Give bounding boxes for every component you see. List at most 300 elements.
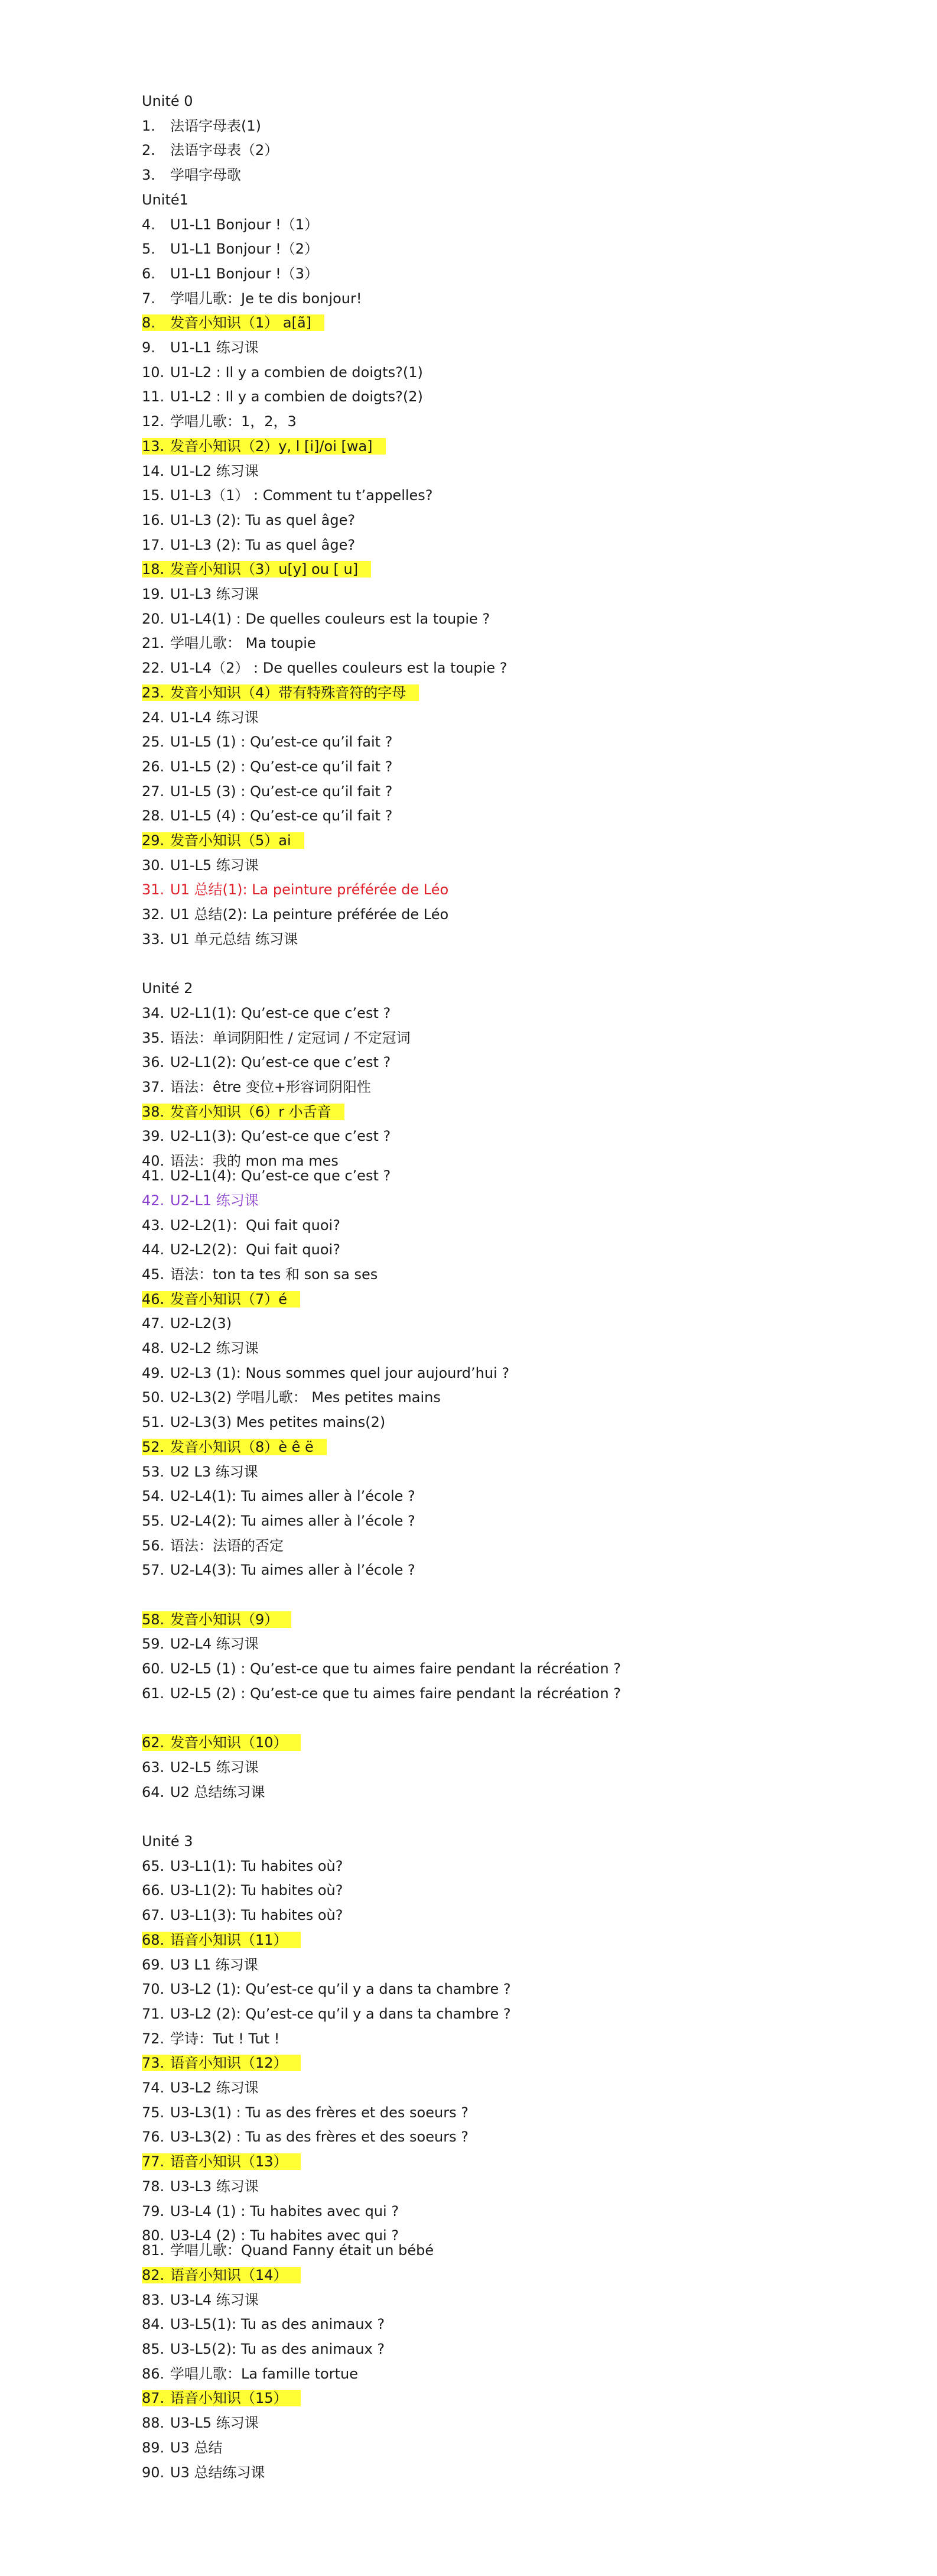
list-item-number: 10. (142, 364, 165, 381)
list-item-number: 63. (142, 1759, 165, 1776)
list-item-text: 学唱儿歌：Je te dis bonjour! (170, 290, 362, 307)
list-item-number: 23. (142, 684, 165, 701)
list-item-text: U3 L1 练习课 (170, 1956, 258, 1973)
list-item-content (142, 364, 423, 381)
list-item-number: 84. (142, 2316, 165, 2333)
list-item-number: 80. (142, 2227, 165, 2244)
list-item-content (142, 1537, 284, 1554)
unit-heading: Unité 3 (142, 1833, 193, 1850)
list-item-content (142, 2316, 385, 2332)
list-item-content (142, 881, 448, 898)
list-item-number: 20. (142, 610, 165, 627)
list-item-number: 28. (142, 807, 165, 825)
list-item-number: 71. (142, 2005, 165, 2022)
list-item-number: 35. (142, 1029, 165, 1046)
list-item (142, 927, 298, 952)
list-item (142, 1631, 259, 1656)
list-item (142, 2460, 265, 2485)
list-item-number: 14. (142, 462, 165, 479)
list-item-text: U1-L3 练习课 (170, 586, 259, 602)
list-item-number: 1. (142, 117, 155, 134)
list-item (142, 557, 371, 582)
list-item-content (142, 216, 318, 233)
list-item-text: 语法：单词阴阳性 / 定冠词 / 不定冠词 (170, 1029, 411, 1046)
list-item-number: 59. (142, 1636, 165, 1653)
list-item-text: U2-L4 练习课 (170, 1636, 259, 1653)
list-item (142, 2238, 434, 2263)
list-item-content (142, 118, 261, 134)
list-item-text: 发音小知识（7）é (170, 1290, 288, 1308)
list-item-text: 语音小知识（12） (170, 2055, 288, 2072)
list-item-content (142, 660, 507, 676)
list-item-content (142, 1858, 343, 1874)
list-item (142, 902, 448, 927)
list-item-content (142, 2030, 279, 2047)
list-item-number: 3. (142, 167, 155, 184)
list-item-text: U1-L4(1) : De quelles couleurs est la toupie ? (170, 610, 490, 627)
list-item-text: U1-L4（2） : De quelles couleurs est la toupie ? (170, 660, 507, 677)
list-item-number: 74. (142, 2079, 165, 2097)
list-item-text: 语音小知识（13） (170, 2153, 288, 2171)
list-item-content (142, 512, 355, 528)
list-item-text: U1-L3 (2): Tu as quel âge? (170, 536, 356, 553)
list-item-content (142, 413, 297, 430)
list-item-text: U3-L2 练习课 (170, 2079, 259, 2097)
list-item (142, 1681, 621, 1706)
list-item-text: U3 总结 (170, 2439, 223, 2456)
list-item-text: U3-L1(3): Tu habites où? (170, 1907, 343, 1924)
list-item-number: 45. (142, 1266, 165, 1283)
list-item-number: 42. (142, 1192, 165, 1209)
list-item-number: 41. (142, 1167, 165, 1185)
list-item-content (142, 1636, 259, 1652)
list-item-number: 79. (142, 2202, 165, 2220)
list-item-content (142, 807, 392, 824)
list-item-number: 76. (142, 2129, 165, 2146)
list-item-content (142, 339, 259, 356)
list-item-number: 37. (142, 1079, 165, 1095)
list-item-content (142, 1266, 378, 1283)
list-item-content (142, 388, 423, 405)
list-item (142, 236, 318, 261)
list-item (142, 1484, 415, 1508)
list-item-text: U3-L2 (2): Qu’est-ce qu’il y a dans ta chambre ? (170, 2005, 511, 2022)
list-item (142, 1607, 291, 1632)
list-item-number: 70. (142, 1981, 165, 1998)
list-item-text: U2-L3 (1): Nous sommes quel jour aujourd’hui ? (170, 1364, 510, 1381)
list-item-text: 学唱儿歌：Quand Fanny était un bébé (170, 2242, 434, 2259)
list-item-content (142, 1759, 259, 1776)
list-item-text: U1-L4 练习课 (170, 709, 259, 726)
list-item-number: 26. (142, 758, 165, 775)
list-item-content (142, 1439, 327, 1455)
list-item-text: U3-L4 (1) : Tu habites avec qui ? (170, 2202, 399, 2220)
list-item-content (142, 2153, 301, 2170)
list-item-content (142, 2129, 468, 2145)
list-item-text: U1 总结(1): La peinture préférée de Léo (170, 881, 449, 898)
list-item-number: 75. (142, 2104, 165, 2121)
list-item-content (142, 1611, 291, 1628)
list-item-content (142, 684, 419, 701)
list-item-text: 发音小知识（4）带有特殊音符的字母 (170, 684, 406, 701)
list-item (142, 138, 278, 163)
list-item-text: U2-L2(2)：Qui fait quoi? (170, 1241, 340, 1258)
list-item-content (142, 709, 259, 726)
list-item-content (142, 1128, 391, 1144)
list-item-text: U2-L1(3): Qu’est-ce que c’est ? (170, 1128, 391, 1145)
list-item-number: 15. (142, 487, 165, 504)
list-item-content (142, 1054, 391, 1070)
list-item-text: U2-L1(4): Qu’est-ce que c’est ? (170, 1167, 391, 1185)
list-item-text: 学唱字母歌 (170, 167, 241, 184)
list-item (142, 1854, 343, 1879)
list-item-content (142, 2079, 259, 2096)
list-item-content (142, 1513, 415, 1529)
list-item-number: 2. (142, 142, 155, 159)
list-item (142, 1508, 415, 1533)
list-item (142, 1780, 265, 1805)
list-item-text: U1-L5 (1) : Qu’est-ce qu’il fait ? (170, 734, 393, 751)
list-item (142, 409, 297, 434)
list-item-content (142, 906, 448, 923)
list-item-number: 87. (142, 2390, 165, 2407)
list-item-text: U1 总结(2): La peinture préférée de Léo (170, 906, 449, 923)
list-item-number: 56. (142, 1537, 165, 1554)
list-item-number: 4. (142, 216, 155, 233)
list-item-number: 16. (142, 511, 165, 528)
list-item-content (142, 1464, 258, 1480)
list-item-number: 47. (142, 1315, 165, 1332)
list-item-content (142, 241, 318, 257)
list-item-text: U3-L2 (1): Qu’est-ce qu’il y a dans ta chambre ? (170, 1981, 511, 1998)
list-item (142, 1262, 378, 1287)
list-item-number: 40. (142, 1153, 165, 1170)
list-item-number: 90. (142, 2464, 165, 2481)
list-item (142, 1361, 509, 1386)
list-item-number: 25. (142, 734, 165, 751)
list-item-content (142, 2366, 358, 2382)
list-item-content (142, 586, 259, 602)
list-item-number: 5. (142, 241, 155, 258)
list-item-content (142, 1488, 415, 1504)
list-item-number: 83. (142, 2291, 165, 2308)
list-item-number: 36. (142, 1054, 165, 1071)
list-item-number: 78. (142, 2178, 165, 2195)
list-item (142, 1050, 391, 1075)
list-item-text: 发音小知识（5）ai (170, 832, 291, 849)
list-item-number: 24. (142, 709, 165, 726)
list-item (142, 384, 423, 409)
list-item-content (142, 2055, 301, 2071)
list-item-text: U2-L2(3) (170, 1315, 232, 1332)
list-item-content (142, 167, 241, 183)
list-item-content (142, 1315, 232, 1332)
list-item-content (142, 1734, 301, 1751)
list-item-text: U1-L5 练习课 (170, 856, 259, 874)
list-item (142, 1099, 344, 1124)
list-item (142, 729, 392, 754)
list-item-content (142, 1981, 511, 1997)
list-item (142, 1952, 258, 1977)
list-item-number: 82. (142, 2266, 165, 2283)
list-item (142, 335, 259, 360)
list-item (142, 606, 490, 631)
list-item-number: 44. (142, 1241, 165, 1258)
list-item-content (142, 1957, 258, 1973)
list-item-number: 58. (142, 1611, 165, 1628)
list-item-text: U2-L5 练习课 (170, 1759, 259, 1776)
list-item (142, 2288, 259, 2312)
list-item-text: U1-L5 (2) : Qu’est-ce qu’il fait ? (170, 758, 393, 775)
unit-heading: Unité 0 (142, 93, 193, 109)
list-item-content (142, 758, 392, 775)
list-item-text: U3-L5(1): Tu as des animaux ? (170, 2316, 385, 2333)
list-item-content (142, 931, 298, 948)
list-item-content (142, 142, 278, 158)
list-item (142, 1459, 258, 1484)
list-item-content (142, 2415, 259, 2431)
list-item-number: 62. (142, 1734, 165, 1751)
list-item-content (142, 1660, 621, 1677)
list-item-text: U3-L3 练习课 (170, 2178, 259, 2195)
list-item-number: 12. (142, 413, 165, 430)
list-item-content (142, 1241, 340, 1258)
list-item-content (142, 783, 392, 800)
list-item-text: U3-L1(2): Tu habites où? (170, 1882, 343, 1899)
list-item-text: U3-L4 练习课 (170, 2291, 259, 2308)
list-item-content (142, 2203, 399, 2220)
list-item (142, 680, 419, 705)
list-item (142, 803, 392, 828)
list-item-content (142, 1562, 415, 1578)
list-item-text: U2-L1(1): Qu’est-ce que c’est ? (170, 1004, 391, 1021)
list-item-number: 88. (142, 2415, 165, 2432)
list-item-number: 18. (142, 561, 165, 578)
list-item-content (142, 1932, 301, 1948)
list-item (142, 1075, 371, 1099)
list-item (142, 1928, 301, 1952)
list-item-text: U3-L4 (2) : Tu habites avec qui ? (170, 2227, 399, 2244)
list-item-content (142, 1414, 385, 1430)
list-item-text: 发音小知识（6）r 小舌音 (170, 1103, 331, 1120)
list-item-content (142, 2006, 511, 2022)
list-item (142, 1435, 327, 1459)
list-item (142, 877, 448, 902)
list-item-text: U2-L5 (1) : Qu’est-ce que tu aimes faire pendant la récréation ? (170, 1660, 621, 1678)
list-item (142, 2026, 279, 2051)
list-item-number: 46. (142, 1290, 165, 1308)
list-item (142, 2174, 259, 2199)
list-item (142, 286, 362, 311)
list-item (142, 1903, 343, 1928)
list-item-number: 69. (142, 1956, 165, 1973)
list-item-text: U1-L1 Bonjour !（1） (170, 216, 319, 233)
list-item (142, 1533, 284, 1558)
list-item-number: 31. (142, 881, 165, 898)
list-item (142, 1410, 385, 1435)
list-item-number: 11. (142, 388, 165, 405)
list-item-content (142, 487, 433, 504)
list-item-number: 52. (142, 1438, 165, 1455)
list-item-content (142, 635, 316, 651)
list-item-content (142, 2267, 301, 2283)
list-item-text: 发音小知识（2）y, l [i]/oi [wa] (170, 437, 373, 455)
list-item-number: 17. (142, 536, 165, 553)
list-item-content (142, 1365, 509, 1381)
list-item-text: U2-L4(3): Tu aimes aller à l’école ? (170, 1562, 415, 1579)
list-item (142, 1287, 300, 1312)
list-item-text: U1-L5 (3) : Qu’est-ce qu’il fait ? (170, 783, 393, 800)
list-item-content (142, 2439, 222, 2456)
list-item-text: U2-L3(2) 学唱儿歌： Mes petites mains (170, 1389, 441, 1406)
list-item-content (142, 314, 324, 331)
list-item (142, 1755, 259, 1780)
list-item-content (142, 1192, 259, 1209)
list-item (142, 853, 259, 878)
list-item-number: 48. (142, 1340, 165, 1357)
list-item-number: 55. (142, 1512, 165, 1529)
list-item (142, 310, 324, 335)
list-item-content (142, 1907, 343, 1923)
list-item (142, 2199, 399, 2224)
list-item-number: 22. (142, 660, 165, 677)
list-item (142, 508, 355, 533)
list-item-text: 语法：ton ta tes 和 son sa ses (170, 1266, 378, 1283)
list-item-number: 86. (142, 2365, 165, 2382)
list-item-content (142, 1389, 441, 1406)
list-item-text: U1-L3 (2): Tu as quel âge? (170, 511, 356, 528)
list-item-text: 学唱儿歌：La famille tortue (170, 2365, 358, 2382)
list-item-text: U1-L1 Bonjour !（2） (170, 241, 319, 258)
list-item (142, 1311, 232, 1336)
list-item-number: 38. (142, 1103, 165, 1120)
list-item (142, 2410, 259, 2435)
list-item-number: 60. (142, 1660, 165, 1678)
list-item (142, 2386, 301, 2410)
list-item (142, 582, 259, 606)
list-item-number: 89. (142, 2439, 165, 2456)
list-item-text: U2-L3(3) Mes petites mains(2) (170, 1414, 386, 1431)
list-item (142, 2124, 468, 2149)
list-item-number: 66. (142, 1882, 165, 1899)
list-item-number: 32. (142, 906, 165, 923)
list-item (142, 1558, 415, 1582)
list-item (142, 1385, 441, 1410)
list-item-text: 发音小知识（3）u[y] ou [ u] (170, 561, 359, 578)
list-item-text: U1-L2 : Il y a combien de doigts?(2) (170, 388, 423, 405)
list-item (142, 828, 304, 853)
list-item (142, 1213, 340, 1238)
list-item-text: U2 总结练习课 (170, 1783, 265, 1800)
list-item (142, 779, 392, 804)
list-item-text: 语法：我的 mon ma mes (170, 1153, 339, 1170)
list-item-number: 9. (142, 339, 155, 356)
list-item (142, 1001, 391, 1026)
list-item-number: 39. (142, 1128, 165, 1145)
list-item-content (142, 1167, 391, 1184)
list-item-number: 43. (142, 1216, 165, 1234)
list-item-number: 8. (142, 314, 155, 332)
list-item (142, 113, 261, 138)
list-item-text: U2-L1 练习课 (170, 1192, 259, 1209)
list-item-content (142, 2104, 468, 2121)
list-item-number: 29. (142, 832, 165, 849)
list-item-content (142, 832, 304, 849)
list-item-content (142, 857, 259, 874)
list-item (142, 2149, 301, 2174)
list-item-text: U3 总结练习课 (170, 2464, 265, 2481)
list-item-number: 13. (142, 437, 165, 455)
list-item-content (142, 561, 371, 578)
list-item-number: 81. (142, 2242, 165, 2259)
list-item-number: 57. (142, 1562, 165, 1579)
list-item-content (142, 2292, 259, 2308)
list-item-text: 发音小知识（9） (170, 1611, 279, 1628)
list-item-text: U3-L3(1) : Tu as des frères et des soeurs ? (170, 2104, 468, 2121)
list-item-text: U2-L5 (2) : Qu’est-ce que tu aimes faire pendant la récréation ? (170, 1685, 621, 1702)
list-item-text: U2-L1(2): Qu’est-ce que c’est ? (170, 1054, 391, 1071)
list-item-content (142, 2390, 301, 2406)
list-item-content (142, 1685, 621, 1702)
list-item (142, 212, 318, 237)
list-item-number: 72. (142, 2030, 165, 2047)
list-item-number: 51. (142, 1414, 165, 1431)
list-item (142, 2001, 511, 2026)
list-item (142, 483, 433, 508)
list-item-text: 语音小知识（15） (170, 2390, 288, 2407)
list-item (142, 2337, 385, 2361)
list-item (142, 2100, 468, 2125)
list-item (142, 459, 259, 484)
list-item-text: 语法：être 变位+形容词阴阳性 (170, 1079, 372, 1095)
list-item (142, 2435, 222, 2460)
list-item (142, 754, 392, 779)
list-item-content (142, 1030, 411, 1046)
list-item-number: 30. (142, 856, 165, 874)
list-item (142, 656, 507, 680)
list-item-number: 53. (142, 1463, 165, 1480)
list-item-content (142, 2464, 265, 2481)
list-item-text: U3-L5(2): Tu as des animaux ? (170, 2341, 385, 2358)
list-item-content (142, 537, 355, 553)
list-item (142, 261, 318, 286)
list-item-content (142, 438, 386, 455)
list-item (142, 163, 241, 187)
list-item-text: 学唱儿歌：1，2，3 (170, 413, 297, 430)
list-item-content (142, 2341, 385, 2357)
list-item-content (142, 1104, 344, 1120)
list-item-content (142, 1217, 340, 1234)
list-item (142, 1188, 259, 1213)
list-item-content (142, 265, 318, 282)
list-item (142, 705, 259, 730)
list-item-number: 61. (142, 1685, 165, 1702)
list-item-number: 68. (142, 1931, 165, 1948)
unit-heading: Unité 2 (142, 980, 193, 997)
list-item (142, 1336, 259, 1361)
list-item (142, 434, 386, 459)
list-item (142, 1878, 343, 1903)
list-item (142, 360, 423, 385)
list-item-number: 65. (142, 1857, 165, 1874)
list-item-number: 49. (142, 1364, 165, 1381)
list-item (142, 1237, 340, 1262)
list-item-text: U1-L1 Bonjour !（3） (170, 265, 319, 282)
list-item-text: U1-L2 : Il y a combien de doigts?(1) (170, 364, 423, 381)
list-item (142, 1656, 621, 1681)
list-item-number: 73. (142, 2055, 165, 2072)
list-item-content (142, 734, 392, 750)
